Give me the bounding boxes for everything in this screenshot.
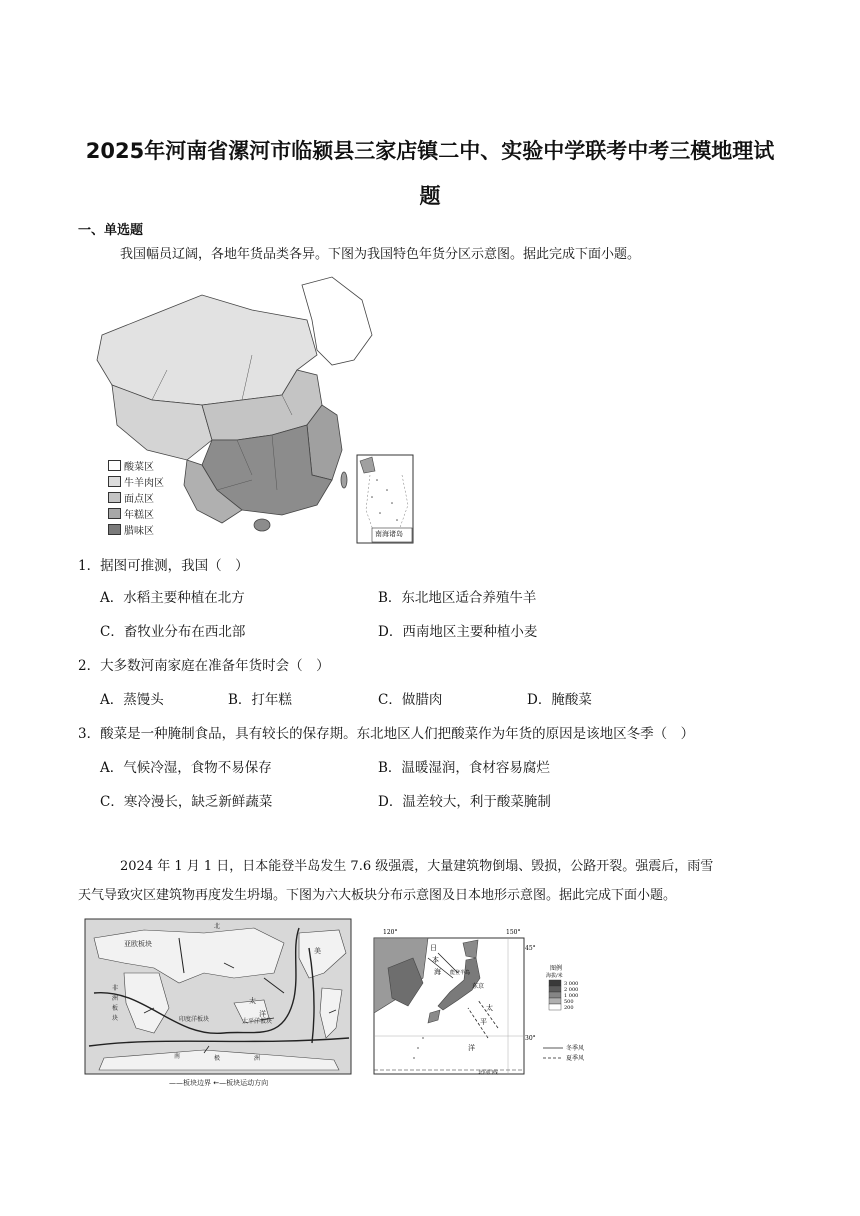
svg-text:太: 太 [249, 997, 256, 1005]
q1-option-b: B．东北地区适合养殖牛羊 [378, 590, 537, 606]
svg-text:海拔/米: 海拔/米 [546, 973, 563, 979]
svg-text:极: 极 [214, 1055, 221, 1062]
legend-niuyang [108, 474, 164, 489]
svg-text:1 000: 1 000 [564, 993, 579, 999]
intro-paragraph-2-line1: 2024 年 1 月 1 日，日本能登半岛发生 7.6 级强震，大量建筑物倒塌、毁损，公路开裂。强震后，雨雪 [120, 859, 714, 874]
page-title: 2025年河南省漯河市临颍县三家店镇二中、实验中学联考中考三模地理试 [85, 139, 775, 163]
legend-label: 牛羊肉区 [124, 478, 164, 489]
legend-label: 腊味区 [124, 526, 154, 537]
svg-text:北回归线: 北回归线 [478, 1070, 499, 1076]
legend-miandian [108, 490, 154, 505]
question-1-stem: 1．据图可推测，我国（ ） [78, 558, 249, 574]
china-newyear-goods-map [92, 275, 422, 550]
svg-text:印度洋板块: 印度洋板块 [179, 1016, 210, 1023]
legend-swatch [108, 476, 121, 487]
svg-text:板: 板 [112, 1005, 119, 1012]
svg-text:南: 南 [174, 1053, 181, 1060]
svg-text:30°: 30° [525, 1035, 536, 1042]
question-2-stem: 2．大多数河南家庭在准备年货时会（ ） [78, 658, 330, 674]
q2-option-c: C．做腊肉 [378, 692, 443, 708]
svg-text:平: 平 [480, 1018, 487, 1026]
svg-text:120°: 120° [383, 929, 398, 936]
q3-option-a: A．气候冷湿，食物不易保存 [100, 760, 272, 776]
plate-map-caption: ——板块边界 ←—板块运动方向 [169, 1079, 269, 1087]
legend-label: 酸菜区 [124, 462, 154, 473]
svg-text:洲: 洲 [112, 995, 119, 1002]
q1-option-d: D．西南地区主要种植小麦 [378, 624, 538, 640]
svg-text:太: 太 [486, 1004, 493, 1012]
intro-paragraph-2-line2: 天气导致灾区建筑物再度发生坍塌。下图为六大板块分布示意图及日本地形示意图。据此完成下面小题。 [78, 888, 677, 903]
svg-text:500: 500 [564, 999, 574, 1005]
svg-text:夏季风: 夏季风 [566, 1055, 585, 1062]
q1-option-c: C．畜牧业分布在西北部 [100, 624, 246, 640]
svg-text:亚欧板块: 亚欧板块 [124, 940, 152, 948]
q1-option-a: A．水稻主要种植在北方 [100, 590, 245, 606]
svg-text:200: 200 [564, 1005, 574, 1011]
legend-swatch [108, 492, 121, 503]
page-title-continued: 题 [419, 184, 441, 208]
svg-text:太平洋板块: 太平洋板块 [242, 1018, 273, 1025]
japan-terrain-map [368, 928, 613, 1078]
legend-suancai [108, 458, 154, 473]
svg-text:3 000: 3 000 [564, 981, 579, 987]
svg-text:洲: 洲 [254, 1055, 261, 1062]
legend-label: 年糕区 [124, 510, 154, 521]
svg-text:洋: 洋 [259, 1010, 266, 1018]
svg-text:日: 日 [430, 944, 437, 952]
intro-paragraph-1: 我国幅员辽阔，各地年货品类各异。下图为我国特色年货分区示意图。据此完成下面小题。 [120, 247, 641, 262]
q3-option-d: D．温差较大，利于酸菜腌制 [378, 794, 551, 810]
svg-text:东京: 东京 [472, 983, 485, 990]
svg-text:45°: 45° [525, 945, 536, 952]
question-3-stem: 3．酸菜是一种腌制食品，具有较长的保存期。东北地区人们把酸菜作为年货的原因是该地区冬季（ ） [78, 726, 695, 742]
svg-text:2 000: 2 000 [564, 987, 579, 993]
q3-option-b: B．温暖湿润，食材容易腐烂 [378, 760, 550, 776]
svg-text:洋: 洋 [468, 1044, 475, 1052]
plate-map-svg [84, 918, 356, 1090]
q2-option-b: B．打年糕 [228, 692, 292, 708]
legend-label: 面点区 [124, 494, 154, 505]
svg-text:非: 非 [112, 985, 119, 992]
legend-swatch [108, 524, 121, 535]
q3-option-c: C．寒冷漫长，缺乏新鲜蔬菜 [100, 794, 273, 810]
q2-option-a: A．蒸馒头 [100, 692, 164, 708]
q2-option-d: D．腌酸菜 [527, 692, 592, 708]
svg-text:海: 海 [434, 968, 441, 976]
svg-text:150°: 150° [506, 929, 521, 936]
svg-text:北: 北 [214, 923, 221, 930]
svg-text:本: 本 [432, 956, 439, 964]
legend-niangao [108, 506, 154, 521]
japan-map-svg [368, 928, 613, 1078]
svg-text:冬季风: 冬季风 [566, 1045, 585, 1052]
section-heading: 一、单选题 [78, 223, 144, 238]
svg-text:图例: 图例 [550, 965, 563, 972]
inset-label: 南海诸岛 [375, 530, 403, 538]
legend-lawei [108, 522, 154, 537]
legend-swatch [108, 508, 121, 519]
svg-text:块: 块 [112, 1015, 119, 1022]
legend-swatch [108, 460, 121, 471]
svg-text:美: 美 [314, 947, 321, 955]
plate-distribution-map [84, 918, 356, 1090]
svg-text:能登半岛: 能登半岛 [450, 970, 471, 976]
